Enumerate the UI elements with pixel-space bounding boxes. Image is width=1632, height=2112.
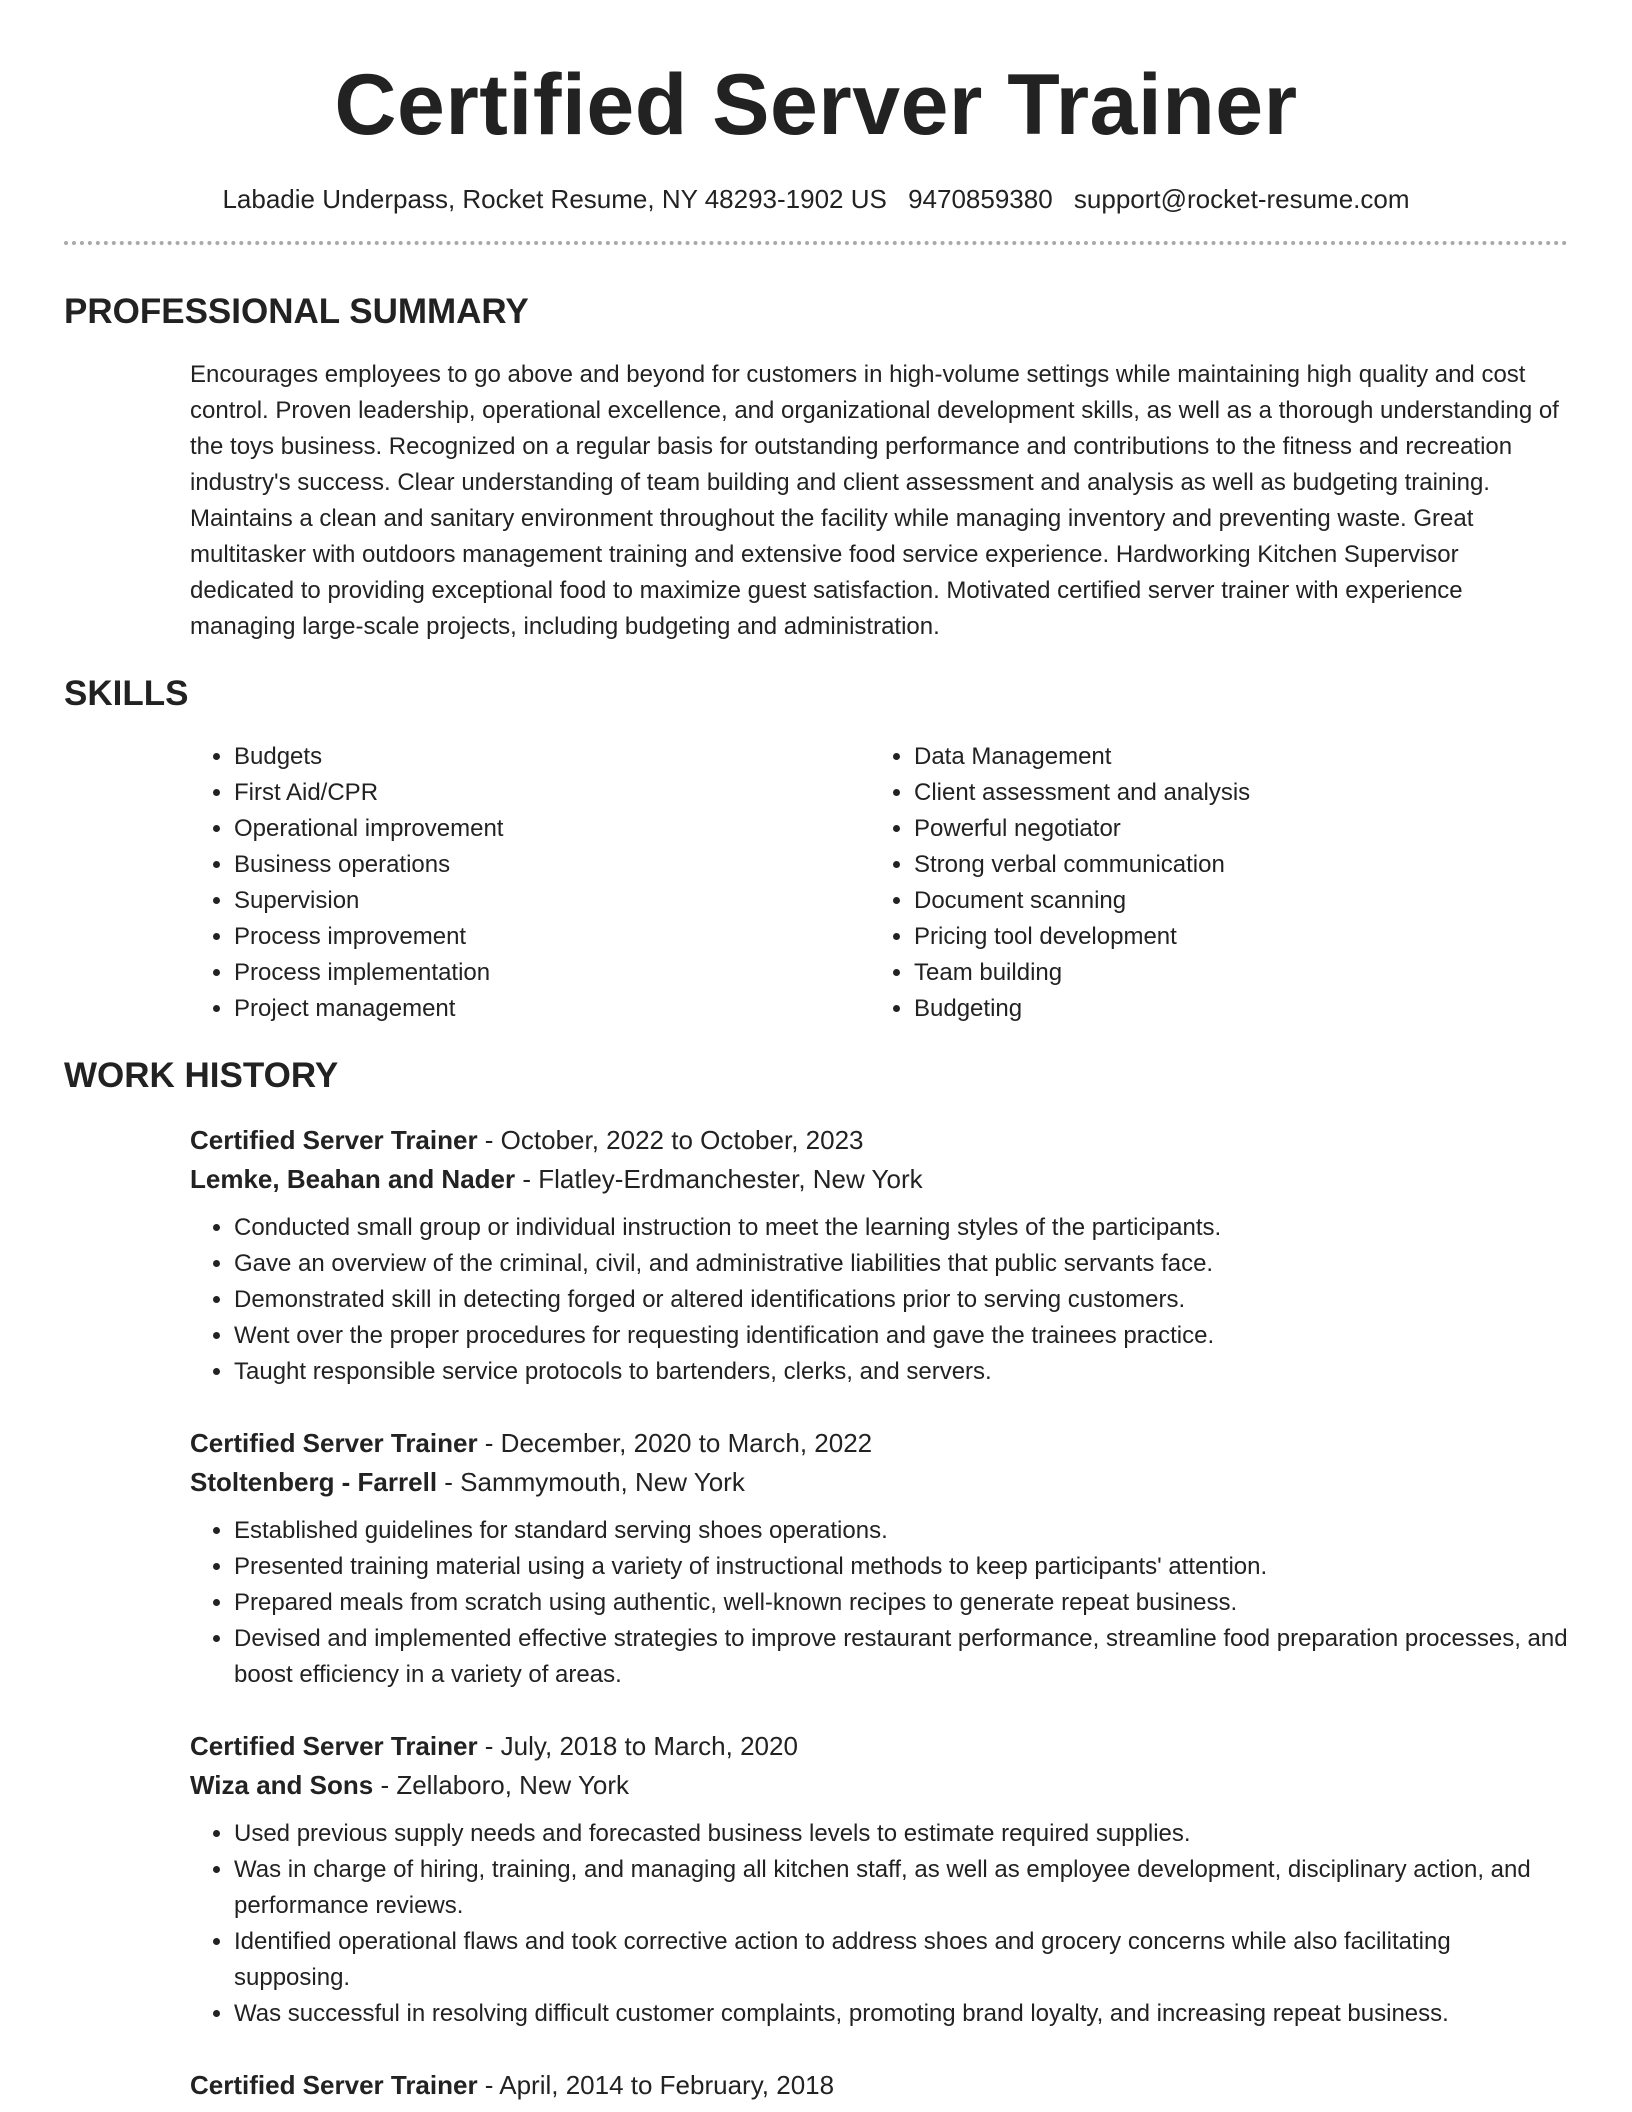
job-title-line [190,1727,1568,1766]
skill-item: • Team building [914,955,1250,991]
job-company: Lemke, Beahan and Nader [190,1164,516,1195]
job-bullet: • Prepared meals from scratch using authentic, well-known recipes to generate repeat business. [234,1585,1568,1621]
skills-column-right [870,739,1250,1027]
job-entry [190,2066,1568,2105]
job-bullet: • Demonstrated skill in detecting forged or altered identifications prior to serving customers. [234,1282,1568,1318]
job-company-line [190,1463,1568,1502]
job-entry [190,1424,1568,1693]
job-bullets [190,1816,1568,2032]
job-dates: - April, 2014 to February, 2018 [477,2070,835,2101]
job-title: Certified Server Trainer [190,2070,478,2101]
job-company: Wiza and Sons [190,1770,374,1801]
job-location: - Zellaboro, New York [373,1770,630,1801]
job-bullets [190,1513,1568,1693]
job-title: Certified Server Trainer [190,1731,478,1762]
contact-phone: 9470859380 [908,184,1053,214]
job-title-line [190,1424,1568,1463]
job-company: Stoltenberg - Farrell [190,1467,438,1498]
skill-item: • Pricing tool development [914,919,1250,955]
skill-item: • Process implementation [234,955,870,991]
job-bullet: • Devised and implemented effective strategies to improve restaurant performance, streamline food preparation processes, and boost efficiency in a variety of areas. [234,1621,1568,1693]
summary-text: Encourages employees to go above and beyond for customers in high-volume settings while maintaining high quality and cost control. Proven leadership, operational excellence, and organizational development skills, as well as a thorough understanding of the toys business. Recognized on a regular basis for outstanding performance and contributions to the fitness and recreation industry's success. Clear understanding of team building and client assessment and analysis as well as budgeting training. Maintains a clean and sanitary environment throughout the facility while managing inventory and preventing waste. Great multitasker with outdoors management training and extensive food service experience. Hardworking Kitchen Supervisor dedicated to providing exceptional food to maximize guest satisfaction. Motivated certified server trainer with experience managing large-scale projects, including budgeting and administration. [190,361,1559,641]
skill-item: • Document scanning [914,883,1250,919]
contact-email: support@rocket-resume.com [1073,184,1410,214]
skill-item: • Data Management [914,739,1250,775]
contact-address: Labadie Underpass, Rocket Resume, NY 48293-1902 US [222,184,887,214]
skill-item: • Business operations [234,847,870,883]
job-dates: - December, 2020 to March, 2022 [477,1428,873,1459]
job-location: - Sammymouth, New York [437,1467,745,1498]
skills-column-left [190,739,870,1027]
job-bullet: • Was successful in resolving difficult customer complaints, promoting brand loyalty, and increasing repeat business. [234,1996,1568,2032]
job-bullet: • Used previous supply needs and forecasted business levels to estimate required supplies. [234,1816,1568,1852]
skills-heading: SKILLS [64,674,189,714]
job-title-line [190,1121,1568,1160]
job-bullet: • Conducted small group or individual instruction to meet the learning styles of the participants. [234,1210,1568,1246]
job-bullet: • Gave an overview of the criminal, civil, and administrative liabilities that public servants face. [234,1246,1568,1282]
work-history-heading: WORK HISTORY [64,1056,339,1096]
skill-item: • Supervision [234,883,870,919]
skill-item: • Process improvement [234,919,870,955]
job-company-line [190,1766,1568,1805]
skill-item: • Project management [234,991,870,1027]
skill-item: • First Aid/CPR [234,775,870,811]
job-title-line [190,2066,1568,2105]
job-location: - Flatley-Erdmanchester, New York [515,1164,923,1195]
skill-item: • Strong verbal communication [914,847,1250,883]
job-dates: - October, 2022 to October, 2023 [477,1125,864,1156]
job-title: Certified Server Trainer [190,1125,478,1156]
skill-item: • Powerful negotiator [914,811,1250,847]
job-title: Certified Server Trainer [190,1428,478,1459]
skills-list [190,739,1568,1027]
skill-item: • Budgeting [914,991,1250,1027]
resume-name: Certified Server Trainer [334,57,1298,153]
job-bullet: • Identified operational flaws and took corrective action to address shoes and grocery concerns while also facilitating supposing. [234,1924,1568,1996]
job-bullets [190,1210,1568,1390]
job-entry [190,1121,1568,1390]
skill-item: • Client assessment and analysis [914,775,1250,811]
job-dates: - July, 2018 to March, 2020 [477,1731,798,1762]
resume-page [64,0,1568,2112]
skill-item: • Operational improvement [234,811,870,847]
job-bullet: • Was in charge of hiring, training, and managing all kitchen staff, as well as employee development, disciplinary action, and performance reviews. [234,1852,1568,1924]
header-divider [64,241,1568,245]
skill-item: • Budgets [234,739,870,775]
job-bullet: • Established guidelines for standard serving shoes operations. [234,1513,1568,1549]
job-bullet: • Presented training material using a variety of instructional methods to keep participants' attention. [234,1549,1568,1585]
job-bullet: • Went over the proper procedures for requesting identification and gave the trainees practice. [234,1318,1568,1354]
summary-heading: PROFESSIONAL SUMMARY [64,292,529,332]
job-bullet: • Taught responsible service protocols to bartenders, clerks, and servers. [234,1354,1568,1390]
job-entry [190,1727,1568,2032]
job-company-line [190,1160,1568,1199]
contact-line [64,184,1568,215]
